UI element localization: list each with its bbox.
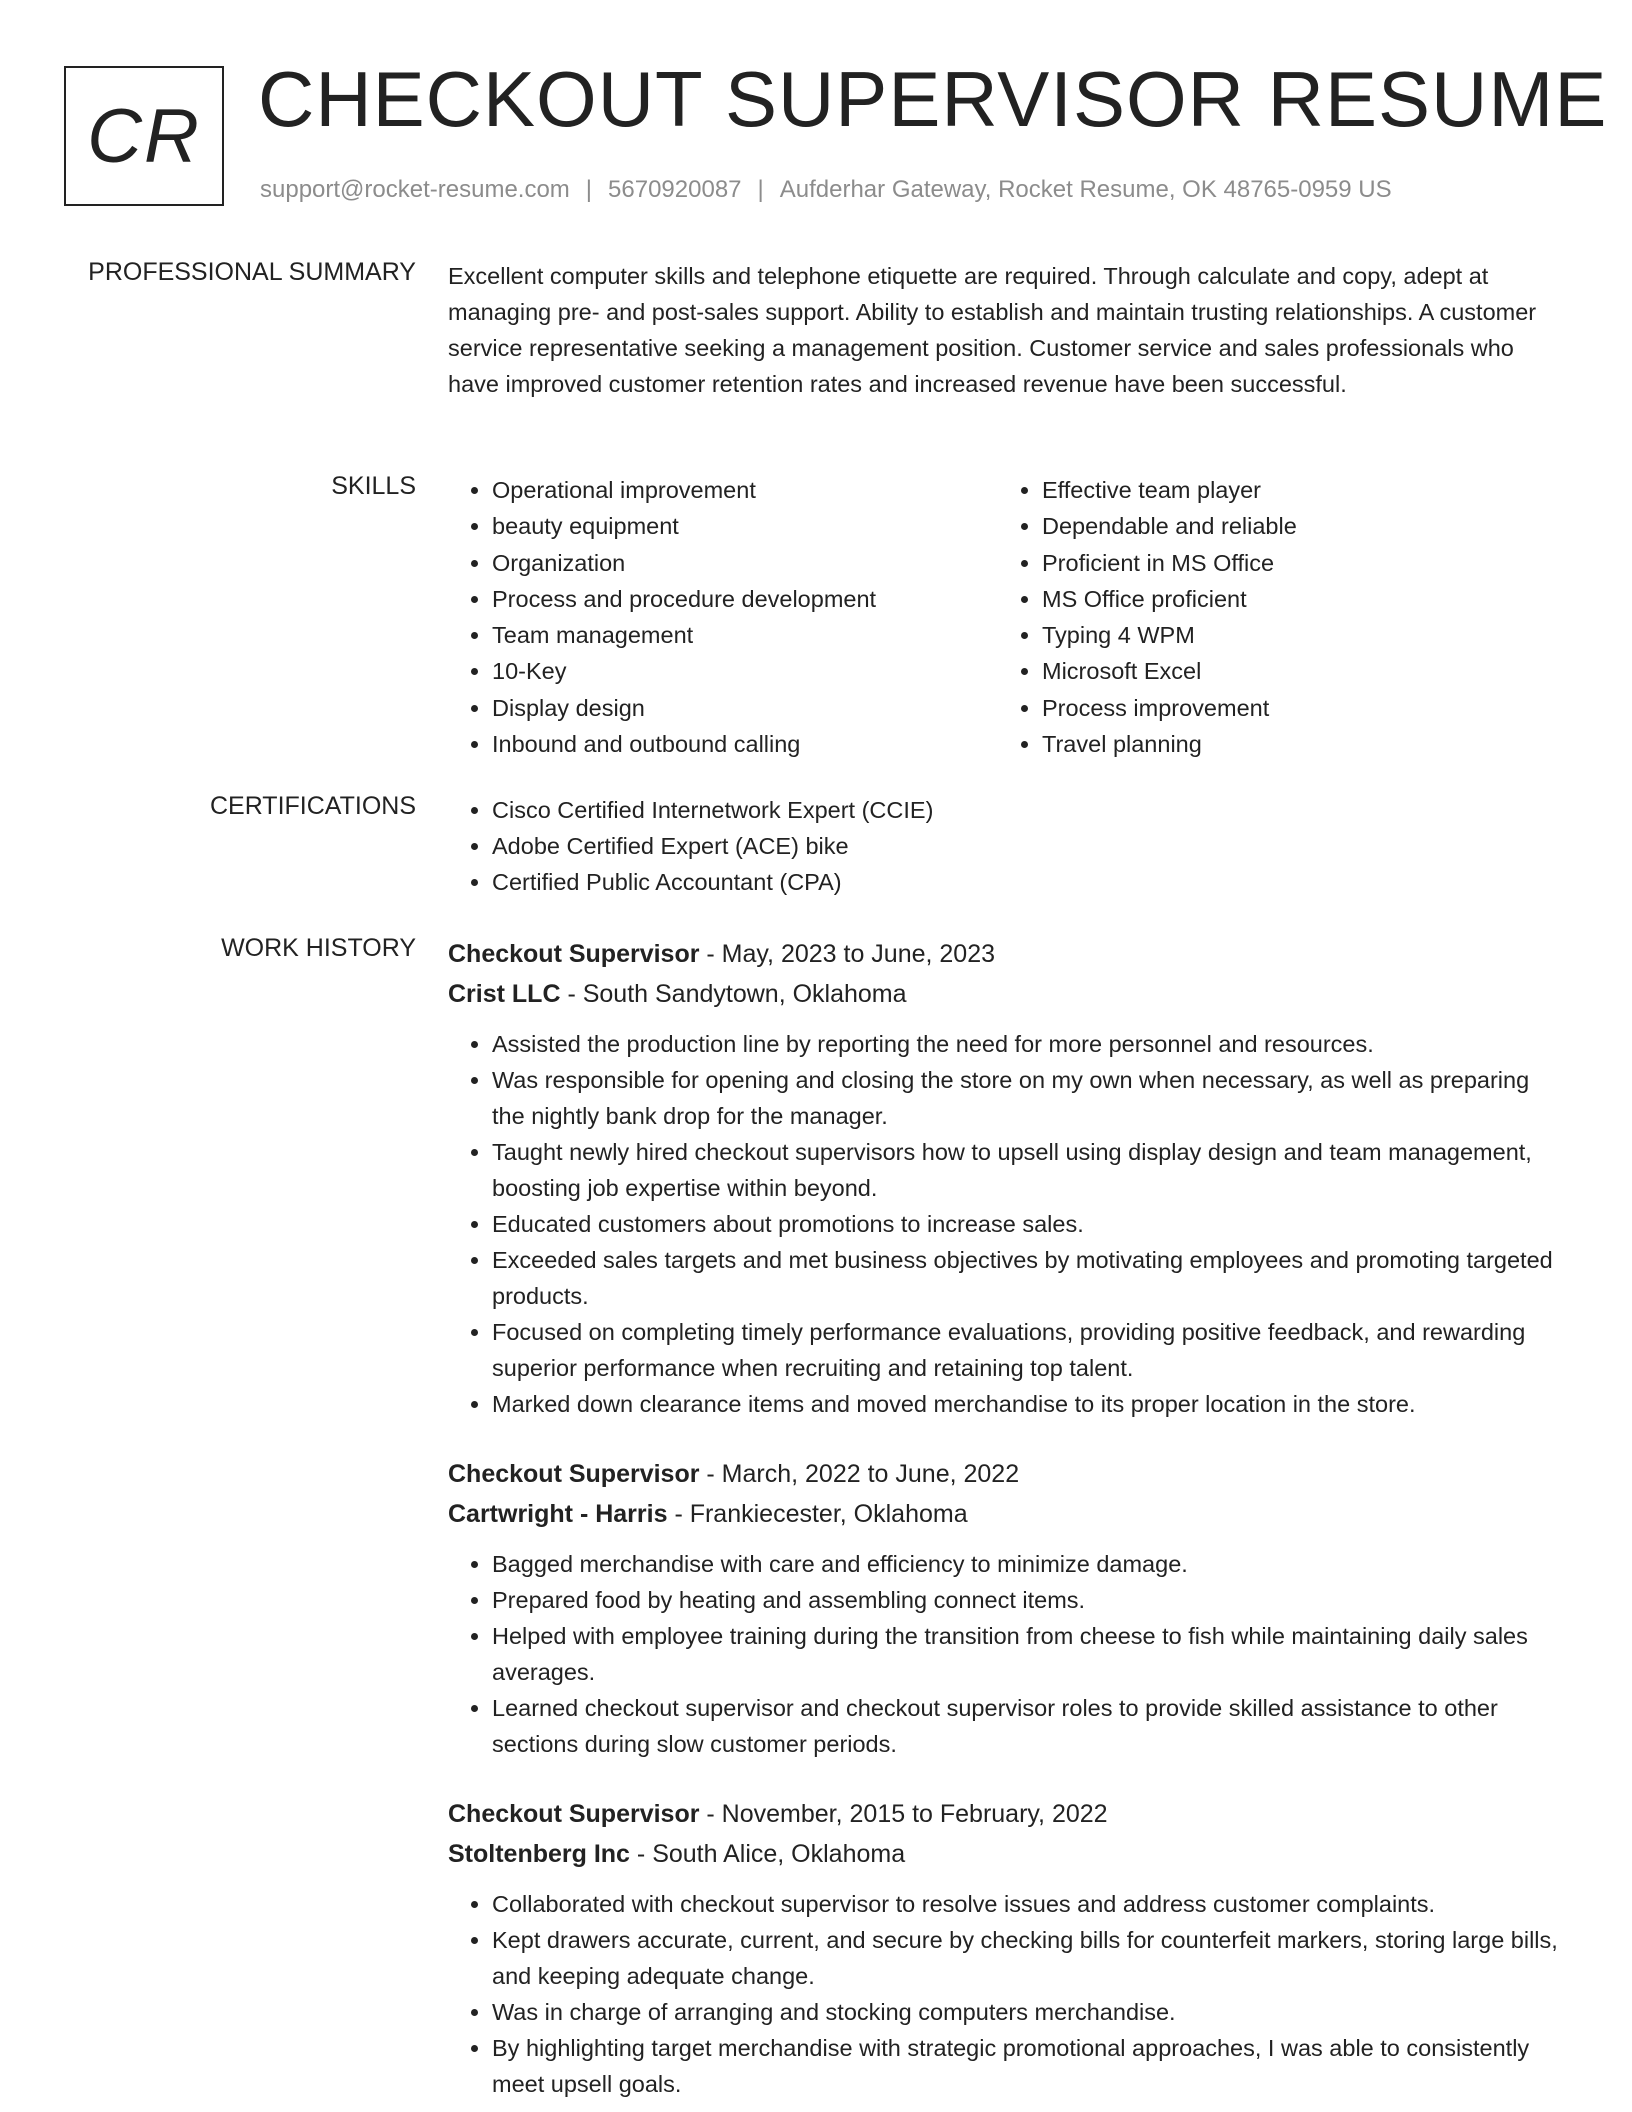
job-company-line	[448, 1494, 1568, 1534]
contact-email: support@rocket-resume.com	[260, 176, 570, 203]
job-bullets	[448, 1886, 1568, 2102]
contact-line	[260, 176, 1392, 204]
contact-separator: |	[757, 176, 764, 203]
skill-item: • Process improvement	[1042, 690, 1548, 726]
skill-item: • Display design	[492, 690, 998, 726]
page-title: CHECKOUT SUPERVISOR RESUME	[258, 55, 1608, 143]
section-label-skills: SKILLS	[331, 472, 416, 500]
summary-body	[448, 258, 1568, 402]
contact-address: Aufderhar Gateway, Rocket Resume, OK 48765-0959 US	[779, 176, 1392, 203]
skill-item: • Typing 4 WPM	[1042, 617, 1548, 653]
job-bullet: • Focused on completing timely performance evaluations, providing positive feedback, and rewarding superior performance when recruiting and retaining top talent.	[492, 1314, 1568, 1386]
job-company: Crist LLC	[448, 980, 561, 1008]
job-location: - South Alice, Oklahoma	[636, 1840, 906, 1868]
job-bullet: • Prepared food by heating and assembling connect items.	[492, 1582, 1568, 1618]
job-bullet: • Helped with employee training during the transition from cheese to fish while maintaining daily sales averages.	[492, 1618, 1568, 1690]
job-location: - Frankiecester, Oklahoma	[674, 1500, 968, 1528]
skill-item: • Team management	[492, 617, 998, 653]
job-title-line	[448, 934, 1568, 974]
skills-list-right	[998, 472, 1548, 762]
skill-item: • Process and procedure development	[492, 581, 998, 617]
monogram-logo: CR	[64, 66, 224, 206]
job-title: Checkout Supervisor	[448, 940, 700, 968]
job-title-line	[448, 1454, 1568, 1494]
certifications-body	[448, 792, 1568, 900]
certification-item: • Adobe Certified Expert (ACE) bike	[492, 828, 1568, 864]
job-title: Checkout Supervisor	[448, 1460, 700, 1488]
skills-body	[448, 472, 1568, 762]
job-company-line	[448, 974, 1568, 1014]
job-bullet: • Assisted the production line by reporting the need for more personnel and resources.	[492, 1026, 1568, 1062]
job-bullet: • Educated customers about promotions to increase sales.	[492, 1206, 1568, 1242]
skill-item: • Dependable and reliable	[1042, 508, 1548, 544]
skill-item: • Microsoft Excel	[1042, 653, 1548, 689]
skill-item: • Proficient in MS Office	[1042, 545, 1548, 581]
section-label-work-history: WORK HISTORY	[221, 934, 416, 962]
job-dates: - November, 2015 to February, 2022	[706, 1800, 1108, 1828]
job-entry	[448, 1454, 1568, 1762]
job-title: Checkout Supervisor	[448, 1800, 700, 1828]
contact-phone: 5670920087	[608, 176, 742, 203]
job-bullet: • Was responsible for opening and closing the store on my own when necessary, as well as preparing the nightly bank drop for the manager.	[492, 1062, 1568, 1134]
job-bullet: • Marked down clearance items and moved merchandise to its proper location in the store.	[492, 1386, 1568, 1422]
skill-item: • beauty equipment	[492, 508, 998, 544]
skill-item: • Effective team player	[1042, 472, 1548, 508]
skill-item: • Organization	[492, 545, 998, 581]
skills-list-left	[448, 472, 998, 762]
section-label-certifications: CERTIFICATIONS	[209, 792, 416, 820]
work-history-body	[448, 934, 1568, 2102]
skill-item: • Travel planning	[1042, 726, 1548, 762]
certification-item: • Certified Public Accountant (CPA)	[492, 864, 1568, 900]
job-bullet: • Collaborated with checkout supervisor to resolve issues and address customer complaints.	[492, 1886, 1568, 1922]
job-bullet: • Learned checkout supervisor and checkout supervisor roles to provide skilled assistance to other sections during slow customer periods.	[492, 1690, 1568, 1762]
job-dates: - March, 2022 to June, 2022	[706, 1460, 1020, 1488]
job-bullet: • Exceeded sales targets and met business objectives by motivating employees and promoting targeted products.	[492, 1242, 1568, 1314]
job-bullet: • By highlighting target merchandise with strategic promotional approaches, I was able to consistently meet upsell goals.	[492, 2030, 1568, 2102]
skill-item: • MS Office proficient	[1042, 581, 1548, 617]
job-dates: - May, 2023 to June, 2023	[706, 940, 996, 968]
section-label-summary: PROFESSIONAL SUMMARY	[88, 258, 416, 286]
job-entry	[448, 934, 1568, 1422]
certifications-list	[448, 792, 1568, 900]
job-entry	[448, 1794, 1568, 2102]
job-location: - South Sandytown, Oklahoma	[567, 980, 907, 1008]
job-bullet: • Was in charge of arranging and stocking computers merchandise.	[492, 1994, 1568, 2030]
summary-text: Excellent computer skills and telephone etiquette are required. Through calculate and copy, adept at managing pre- and post-sales support. Ability to establish and maintain trusting relationships. A customer service representative seeking a management position. Customer service and sales professionals who have improved customer retention rates and increased revenue have been successful.	[448, 263, 1537, 397]
job-title-line	[448, 1794, 1568, 1834]
job-bullets	[448, 1546, 1568, 1762]
skill-item: • Operational improvement	[492, 472, 998, 508]
skill-item: • Inbound and outbound calling	[492, 726, 998, 762]
job-bullet: • Taught newly hired checkout supervisors how to upsell using display design and team management, boosting job expertise within beyond.	[492, 1134, 1568, 1206]
skill-item: • 10-Key	[492, 653, 998, 689]
job-bullet: • Kept drawers accurate, current, and secure by checking bills for counterfeit markers, storing large bills, and keeping adequate change.	[492, 1922, 1568, 1994]
contact-separator: |	[585, 176, 593, 203]
job-bullet: • Bagged merchandise with care and efficiency to minimize damage.	[492, 1546, 1568, 1582]
job-company-line	[448, 1834, 1568, 1874]
certification-item: • Cisco Certified Internetwork Expert (CCIE)	[492, 792, 1568, 828]
job-company: Stoltenberg Inc	[448, 1840, 630, 1868]
job-company: Cartwright - Harris	[448, 1500, 668, 1528]
job-bullets	[448, 1026, 1568, 1422]
